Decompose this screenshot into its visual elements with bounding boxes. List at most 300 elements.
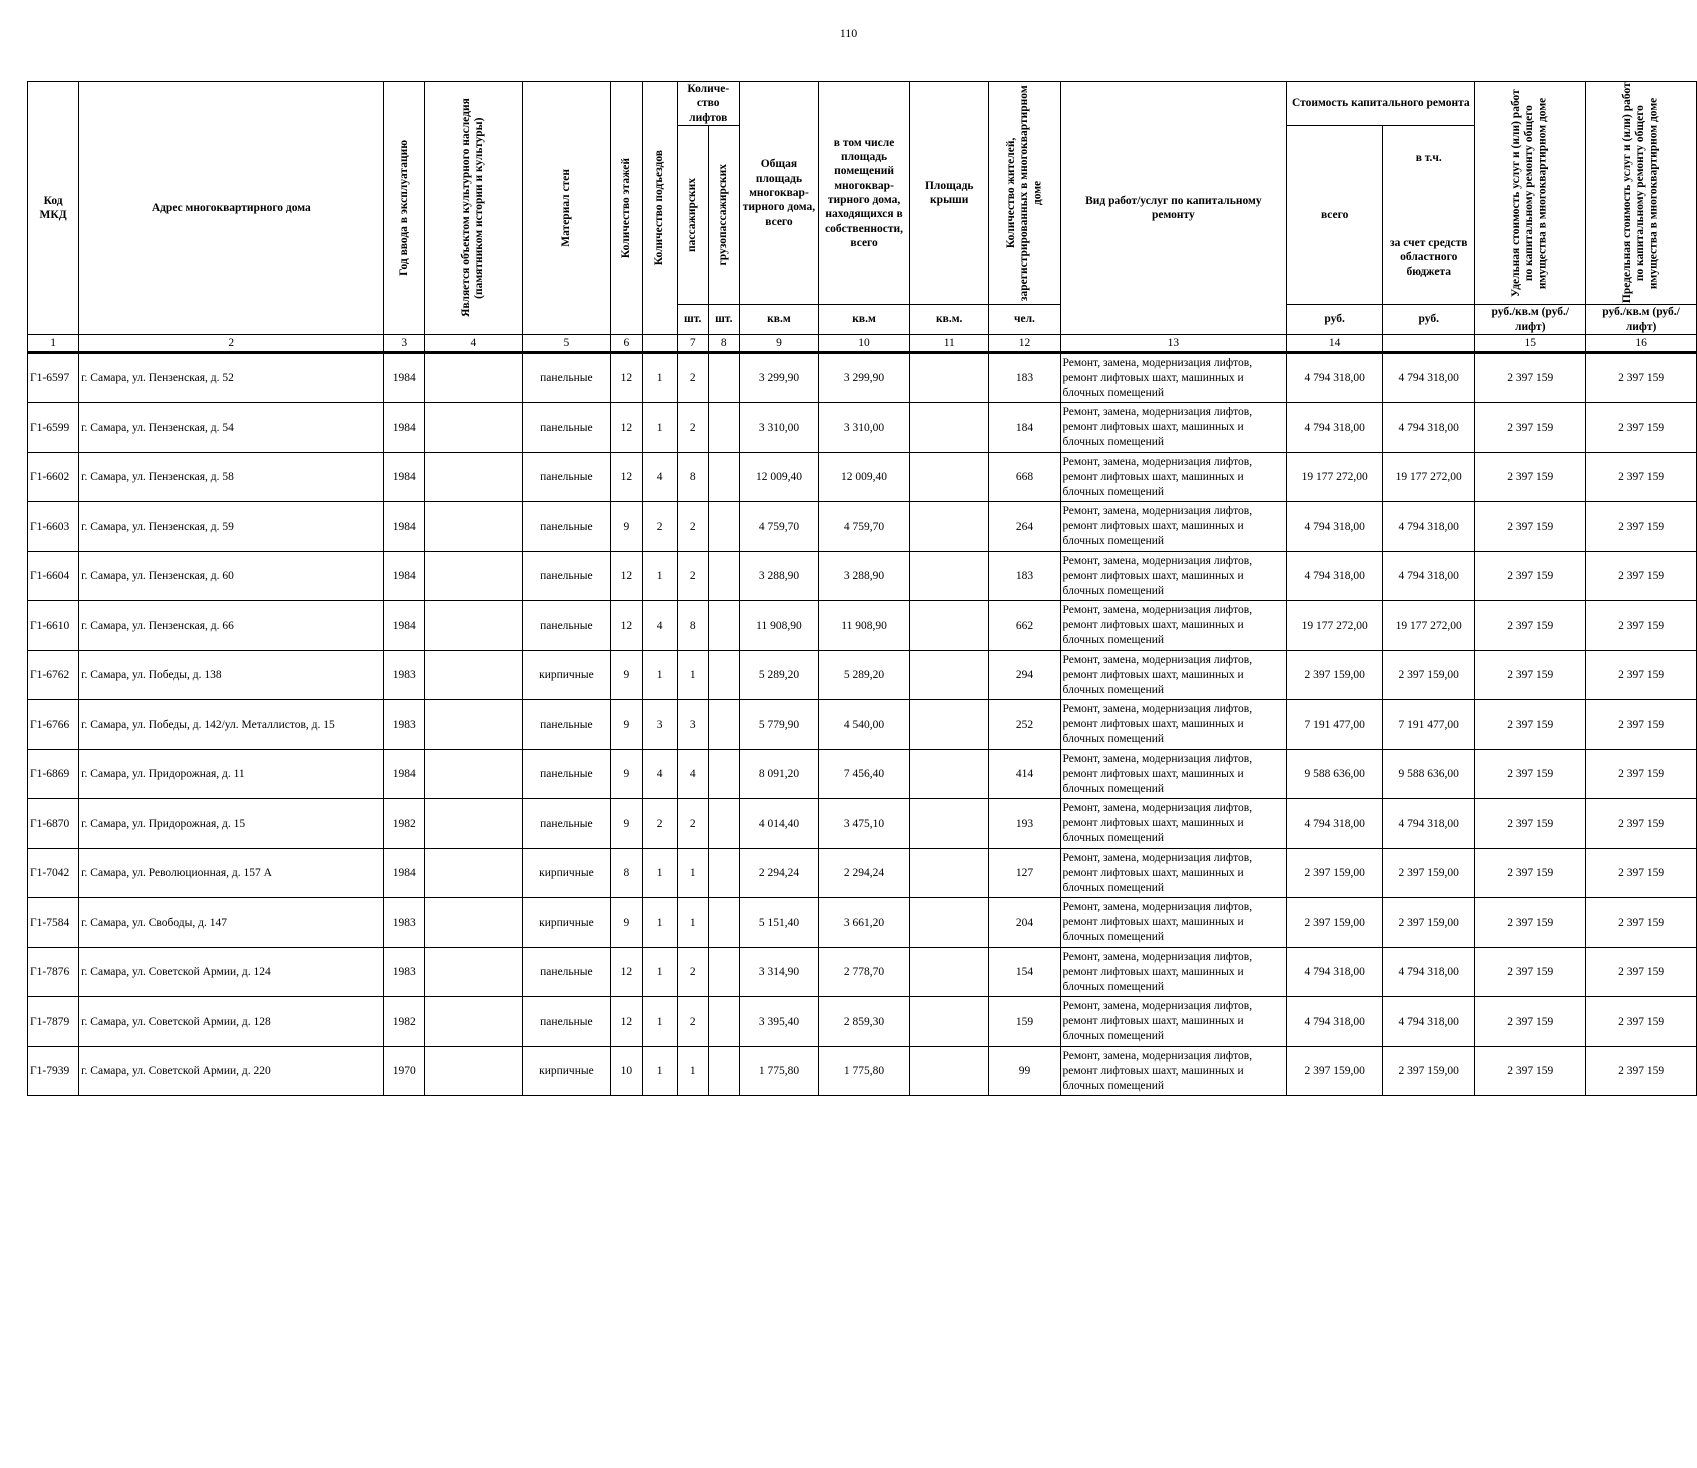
- row-code: Г1-6597: [28, 352, 79, 403]
- row-max-cost: 2 397 159: [1586, 352, 1697, 403]
- row-entrances: 1: [642, 1046, 677, 1096]
- row-heritage: [425, 947, 523, 997]
- row-entrances: 2: [642, 502, 677, 552]
- row-total-area: 5 289,20: [739, 650, 818, 700]
- row-lifts-passenger: 1: [677, 1046, 708, 1096]
- row-total-area: 5 151,40: [739, 898, 818, 948]
- row-cost-regional: 4 794 318,00: [1383, 947, 1475, 997]
- row-year: 1983: [384, 650, 425, 700]
- table-row: [28, 799, 1697, 849]
- unit-owned-area: кв.м: [819, 305, 910, 335]
- column-number: 16: [1586, 334, 1697, 352]
- header-floors: Количество этажей: [611, 82, 642, 335]
- row-residents: 193: [989, 799, 1060, 849]
- row-lifts-passenger: 1: [677, 848, 708, 898]
- row-total-area: 5 779,90: [739, 700, 818, 750]
- row-year: 1984: [384, 502, 425, 552]
- table-row: [28, 898, 1697, 948]
- column-number: [1383, 334, 1475, 352]
- row-owned-area: 11 908,90: [819, 601, 910, 651]
- table-row: [28, 650, 1697, 700]
- row-floors: 9: [611, 700, 642, 750]
- row-entrances: 4: [642, 452, 677, 502]
- row-address: г. Самара, ул. Революционная, д. 157 А: [79, 848, 384, 898]
- row-max-cost: 2 397 159: [1586, 452, 1697, 502]
- header-lifts-freight: грузопассажирских: [708, 126, 739, 305]
- row-unit-cost: 2 397 159: [1475, 700, 1586, 750]
- row-entrances: 4: [642, 749, 677, 799]
- row-work-type: Ремонт, замена, модернизация лифтов, ремонт лифтовых шахт, машинных и блочных помещений: [1060, 403, 1287, 453]
- row-entrances: 1: [642, 352, 677, 403]
- header-lifts: Количе- ство лифтов: [677, 82, 739, 126]
- row-floors: 12: [611, 352, 642, 403]
- row-cost-regional: 4 794 318,00: [1383, 551, 1475, 601]
- row-heritage: [425, 799, 523, 849]
- row-unit-cost: 2 397 159: [1475, 898, 1586, 948]
- row-roof-area: [910, 799, 989, 849]
- column-number-row: [28, 334, 1697, 352]
- row-work-type: Ремонт, замена, модернизация лифтов, ремонт лифтовых шахт, машинных и блочных помещений: [1060, 601, 1287, 651]
- row-cost-total: 19 177 272,00: [1287, 452, 1383, 502]
- row-lifts-freight: [708, 947, 739, 997]
- row-heritage: [425, 502, 523, 552]
- row-lifts-passenger: 2: [677, 352, 708, 403]
- row-year: 1984: [384, 352, 425, 403]
- row-lifts-freight: [708, 352, 739, 403]
- table-row: [28, 997, 1697, 1047]
- row-total-area: 12 009,40: [739, 452, 818, 502]
- row-lifts-passenger: 2: [677, 403, 708, 453]
- row-unit-cost: 2 397 159: [1475, 997, 1586, 1047]
- header-heritage: Является объектом культурного наследия (памятником истории и культуры): [425, 82, 523, 335]
- row-max-cost: 2 397 159: [1586, 601, 1697, 651]
- row-cost-regional: 2 397 159,00: [1383, 1046, 1475, 1096]
- column-number: 4: [425, 334, 523, 352]
- row-lifts-freight: [708, 898, 739, 948]
- row-code: Г1-7584: [28, 898, 79, 948]
- row-address: г. Самара, ул. Придорожная, д. 15: [79, 799, 384, 849]
- row-entrances: 3: [642, 700, 677, 750]
- header-entrances: Количество подъездов: [642, 82, 677, 335]
- row-owned-area: 4 540,00: [819, 700, 910, 750]
- row-code: Г1-6602: [28, 452, 79, 502]
- row-unit-cost: 2 397 159: [1475, 1046, 1586, 1096]
- row-floors: 12: [611, 601, 642, 651]
- row-max-cost: 2 397 159: [1586, 848, 1697, 898]
- row-total-area: 3 314,90: [739, 947, 818, 997]
- row-lifts-freight: [708, 799, 739, 849]
- column-number: 2: [79, 334, 384, 352]
- row-lifts-passenger: 2: [677, 502, 708, 552]
- row-address: г. Самара, ул. Советской Армии, д. 220: [79, 1046, 384, 1096]
- row-work-type: Ремонт, замена, модернизация лифтов, ремонт лифтовых шахт, машинных и блочных помещений: [1060, 502, 1287, 552]
- row-year: 1982: [384, 799, 425, 849]
- header-cost: Стоимость капитального ремонта: [1287, 82, 1475, 126]
- row-floors: 9: [611, 898, 642, 948]
- row-heritage: [425, 650, 523, 700]
- row-unit-cost: 2 397 159: [1475, 502, 1586, 552]
- row-year: 1984: [384, 452, 425, 502]
- row-floors: 9: [611, 799, 642, 849]
- row-owned-area: 4 759,70: [819, 502, 910, 552]
- row-owned-area: 5 289,20: [819, 650, 910, 700]
- row-heritage: [425, 898, 523, 948]
- row-work-type: Ремонт, замена, модернизация лифтов, ремонт лифтовых шахт, машинных и блочных помещений: [1060, 799, 1287, 849]
- unit-lifts-freight: шт.: [708, 305, 739, 335]
- page-number: 110: [839, 26, 858, 40]
- row-cost-total: 2 397 159,00: [1287, 650, 1383, 700]
- row-floors: 8: [611, 848, 642, 898]
- row-max-cost: 2 397 159: [1586, 898, 1697, 948]
- column-number: 14: [1287, 334, 1383, 352]
- column-number: 8: [708, 334, 739, 352]
- row-total-area: 2 294,24: [739, 848, 818, 898]
- unit-cost-regional: руб.: [1383, 305, 1475, 335]
- header-lifts-passenger: пассажирских: [677, 126, 708, 305]
- capital-repair-table: [27, 81, 1697, 1096]
- row-floors: 9: [611, 502, 642, 552]
- table-row: [28, 502, 1697, 552]
- row-address: г. Самара, ул. Пензенская, д. 59: [79, 502, 384, 552]
- row-walls: панельные: [522, 403, 611, 453]
- row-total-area: 3 299,90: [739, 352, 818, 403]
- table-row: [28, 749, 1697, 799]
- row-total-area: 11 908,90: [739, 601, 818, 651]
- row-max-cost: 2 397 159: [1586, 551, 1697, 601]
- row-work-type: Ремонт, замена, модернизация лифтов, ремонт лифтовых шахт, машинных и блочных помещений: [1060, 700, 1287, 750]
- unit-cost-total: руб.: [1287, 305, 1383, 335]
- table-row: [28, 848, 1697, 898]
- row-residents: 99: [989, 1046, 1060, 1096]
- row-walls: панельные: [522, 551, 611, 601]
- row-max-cost: 2 397 159: [1586, 799, 1697, 849]
- table-row: [28, 601, 1697, 651]
- header-total-area: Общая площадь многоквар- тирного дома, всего: [739, 82, 818, 305]
- row-code: Г1-6766: [28, 700, 79, 750]
- row-roof-area: [910, 352, 989, 403]
- row-total-area: 3 310,00: [739, 403, 818, 453]
- row-total-area: 8 091,20: [739, 749, 818, 799]
- row-roof-area: [910, 601, 989, 651]
- row-entrances: 1: [642, 551, 677, 601]
- row-heritage: [425, 1046, 523, 1096]
- row-work-type: Ремонт, замена, модернизация лифтов, ремонт лифтовых шахт, машинных и блочных помещений: [1060, 452, 1287, 502]
- row-year: 1982: [384, 997, 425, 1047]
- row-lifts-passenger: 8: [677, 601, 708, 651]
- column-number: 15: [1475, 334, 1586, 352]
- row-entrances: 1: [642, 947, 677, 997]
- row-code: Г1-7939: [28, 1046, 79, 1096]
- row-code: Г1-6604: [28, 551, 79, 601]
- row-cost-total: 19 177 272,00: [1287, 601, 1383, 651]
- row-lifts-passenger: 2: [677, 799, 708, 849]
- row-lifts-passenger: 1: [677, 650, 708, 700]
- row-roof-area: [910, 749, 989, 799]
- row-walls: панельные: [522, 502, 611, 552]
- row-roof-area: [910, 947, 989, 997]
- row-cost-total: 4 794 318,00: [1287, 403, 1383, 453]
- row-unit-cost: 2 397 159: [1475, 452, 1586, 502]
- row-owned-area: 3 310,00: [819, 403, 910, 453]
- row-max-cost: 2 397 159: [1586, 650, 1697, 700]
- row-cost-total: 2 397 159,00: [1287, 848, 1383, 898]
- column-number: 11: [910, 334, 989, 352]
- row-code: Г1-6870: [28, 799, 79, 849]
- row-unit-cost: 2 397 159: [1475, 403, 1586, 453]
- row-max-cost: 2 397 159: [1586, 749, 1697, 799]
- table-row: [28, 1046, 1697, 1096]
- row-code: Г1-6599: [28, 403, 79, 453]
- row-floors: 12: [611, 452, 642, 502]
- column-number: 13: [1060, 334, 1287, 352]
- row-entrances: 1: [642, 898, 677, 948]
- row-entrances: 1: [642, 848, 677, 898]
- row-year: 1984: [384, 403, 425, 453]
- row-heritage: [425, 700, 523, 750]
- row-code: Г1-6869: [28, 749, 79, 799]
- row-cost-regional: 4 794 318,00: [1383, 352, 1475, 403]
- row-roof-area: [910, 452, 989, 502]
- header-roof-area: Площадь крыши: [910, 82, 989, 305]
- row-roof-area: [910, 403, 989, 453]
- row-cost-total: 9 588 636,00: [1287, 749, 1383, 799]
- row-owned-area: 2 778,70: [819, 947, 910, 997]
- row-cost-regional: 7 191 477,00: [1383, 700, 1475, 750]
- row-cost-regional: 9 588 636,00: [1383, 749, 1475, 799]
- row-entrances: 1: [642, 997, 677, 1047]
- row-walls: панельные: [522, 352, 611, 403]
- row-address: г. Самара, ул. Свободы, д. 147: [79, 898, 384, 948]
- row-work-type: Ремонт, замена, модернизация лифтов, ремонт лифтовых шахт, машинных и блочных помещений: [1060, 352, 1287, 403]
- row-work-type: Ремонт, замена, модернизация лифтов, ремонт лифтовых шахт, машинных и блочных помещений: [1060, 749, 1287, 799]
- row-address: г. Самара, ул. Победы, д. 142/ул. Металлистов, д. 15: [79, 700, 384, 750]
- table-row: [28, 352, 1697, 403]
- row-total-area: 4 014,40: [739, 799, 818, 849]
- row-heritage: [425, 452, 523, 502]
- row-lifts-freight: [708, 403, 739, 453]
- header-max-cost: Предельная стоимость услуг и (или) работ по капитальному ремонту общего имущества в многоквартирном доме: [1586, 82, 1697, 305]
- row-cost-total: 2 397 159,00: [1287, 898, 1383, 948]
- row-lifts-passenger: 2: [677, 551, 708, 601]
- header-code: Код МКД: [28, 82, 79, 335]
- row-lifts-freight: [708, 848, 739, 898]
- row-lifts-freight: [708, 749, 739, 799]
- row-code: Г1-6603: [28, 502, 79, 552]
- row-owned-area: 2 859,30: [819, 997, 910, 1047]
- row-max-cost: 2 397 159: [1586, 403, 1697, 453]
- row-lifts-passenger: 2: [677, 947, 708, 997]
- row-address: г. Самара, ул. Советской Армии, д. 128: [79, 997, 384, 1047]
- row-cost-regional: 4 794 318,00: [1383, 403, 1475, 453]
- row-lifts-freight: [708, 700, 739, 750]
- column-number: 6: [611, 334, 642, 352]
- unit-unit-cost: руб./кв.м (руб./лифт): [1475, 305, 1586, 335]
- row-heritage: [425, 551, 523, 601]
- row-work-type: Ремонт, замена, модернизация лифтов, ремонт лифтовых шахт, машинных и блочных помещений: [1060, 650, 1287, 700]
- row-code: Г1-6762: [28, 650, 79, 700]
- row-floors: 12: [611, 551, 642, 601]
- row-cost-regional: 19 177 272,00: [1383, 601, 1475, 651]
- row-max-cost: 2 397 159: [1586, 947, 1697, 997]
- column-number: 7: [677, 334, 708, 352]
- row-year: 1984: [384, 551, 425, 601]
- row-address: г. Самара, ул. Пензенская, д. 52: [79, 352, 384, 403]
- row-max-cost: 2 397 159: [1586, 1046, 1697, 1096]
- row-residents: 183: [989, 352, 1060, 403]
- row-lifts-passenger: 2: [677, 997, 708, 1047]
- column-number: 5: [522, 334, 611, 352]
- row-residents: 264: [989, 502, 1060, 552]
- row-owned-area: 12 009,40: [819, 452, 910, 502]
- row-cost-regional: 4 794 318,00: [1383, 799, 1475, 849]
- row-year: 1970: [384, 1046, 425, 1096]
- row-heritage: [425, 848, 523, 898]
- header-cost-regional: [1383, 126, 1475, 305]
- row-walls: панельные: [522, 997, 611, 1047]
- row-owned-area: 3 661,20: [819, 898, 910, 948]
- row-cost-regional: 19 177 272,00: [1383, 452, 1475, 502]
- row-cost-regional: 4 794 318,00: [1383, 997, 1475, 1047]
- row-residents: 127: [989, 848, 1060, 898]
- row-address: г. Самара, ул. Придорожная, д. 11: [79, 749, 384, 799]
- row-walls: панельные: [522, 749, 611, 799]
- row-cost-regional: 4 794 318,00: [1383, 502, 1475, 552]
- row-work-type: Ремонт, замена, модернизация лифтов, ремонт лифтовых шахт, машинных и блочных помещений: [1060, 898, 1287, 948]
- row-unit-cost: 2 397 159: [1475, 799, 1586, 849]
- row-cost-total: 4 794 318,00: [1287, 997, 1383, 1047]
- row-lifts-freight: [708, 601, 739, 651]
- row-cost-total: 4 794 318,00: [1287, 502, 1383, 552]
- row-owned-area: 3 299,90: [819, 352, 910, 403]
- row-heritage: [425, 749, 523, 799]
- row-lifts-freight: [708, 650, 739, 700]
- row-walls: кирпичные: [522, 898, 611, 948]
- row-lifts-passenger: 1: [677, 898, 708, 948]
- row-roof-area: [910, 848, 989, 898]
- row-owned-area: 3 475,10: [819, 799, 910, 849]
- table-row: [28, 403, 1697, 453]
- row-heritage: [425, 997, 523, 1047]
- row-residents: 154: [989, 947, 1060, 997]
- row-year: 1984: [384, 848, 425, 898]
- row-code: Г1-6610: [28, 601, 79, 651]
- row-cost-total: 7 191 477,00: [1287, 700, 1383, 750]
- header-walls: Материал стен: [522, 82, 611, 335]
- unit-roof-area: кв.м.: [910, 305, 989, 335]
- row-roof-area: [910, 700, 989, 750]
- header-cost-total: всего: [1287, 126, 1383, 305]
- header-year: Год ввода в эксплуатацию: [384, 82, 425, 335]
- row-total-area: 1 775,80: [739, 1046, 818, 1096]
- row-roof-area: [910, 650, 989, 700]
- row-roof-area: [910, 898, 989, 948]
- row-total-area: 4 759,70: [739, 502, 818, 552]
- row-walls: панельные: [522, 452, 611, 502]
- row-owned-area: 7 456,40: [819, 749, 910, 799]
- row-walls: панельные: [522, 700, 611, 750]
- row-work-type: Ремонт, замена, модернизация лифтов, ремонт лифтовых шахт, машинных и блочных помещений: [1060, 1046, 1287, 1096]
- column-number: 9: [739, 334, 818, 352]
- column-number: 1: [28, 334, 79, 352]
- row-unit-cost: 2 397 159: [1475, 848, 1586, 898]
- column-number: 10: [819, 334, 910, 352]
- row-year: 1983: [384, 898, 425, 948]
- header-owned-area: в том числе площадь помещений многоквар- тирного дома, находящихся в собственности, всего: [819, 82, 910, 305]
- row-year: 1983: [384, 700, 425, 750]
- row-heritage: [425, 403, 523, 453]
- row-year: 1984: [384, 601, 425, 651]
- unit-total-area: кв.м: [739, 305, 818, 335]
- unit-lifts-passenger: шт.: [677, 305, 708, 335]
- row-lifts-passenger: 4: [677, 749, 708, 799]
- row-address: г. Самара, ул. Пензенская, д. 66: [79, 601, 384, 651]
- row-roof-area: [910, 551, 989, 601]
- row-lifts-freight: [708, 997, 739, 1047]
- row-walls: кирпичные: [522, 1046, 611, 1096]
- row-total-area: 3 395,40: [739, 997, 818, 1047]
- header-address: Адрес многоквартирного дома: [79, 82, 384, 335]
- row-entrances: 4: [642, 601, 677, 651]
- row-residents: 204: [989, 898, 1060, 948]
- row-roof-area: [910, 997, 989, 1047]
- table-header: [28, 82, 1697, 353]
- row-code: Г1-7042: [28, 848, 79, 898]
- row-floors: 9: [611, 749, 642, 799]
- row-cost-total: 4 794 318,00: [1287, 551, 1383, 601]
- row-walls: панельные: [522, 799, 611, 849]
- row-code: Г1-7876: [28, 947, 79, 997]
- table-row: [28, 551, 1697, 601]
- row-cost-total: 2 397 159,00: [1287, 1046, 1383, 1096]
- row-work-type: Ремонт, замена, модернизация лифтов, ремонт лифтовых шахт, машинных и блочных помещений: [1060, 848, 1287, 898]
- row-residents: 414: [989, 749, 1060, 799]
- row-address: г. Самара, ул. Пензенская, д. 58: [79, 452, 384, 502]
- row-max-cost: 2 397 159: [1586, 700, 1697, 750]
- row-floors: 12: [611, 403, 642, 453]
- row-walls: кирпичные: [522, 848, 611, 898]
- row-residents: 662: [989, 601, 1060, 651]
- row-cost-regional: 2 397 159,00: [1383, 898, 1475, 948]
- row-unit-cost: 2 397 159: [1475, 650, 1586, 700]
- table-row: [28, 452, 1697, 502]
- row-lifts-passenger: 8: [677, 452, 708, 502]
- row-max-cost: 2 397 159: [1586, 997, 1697, 1047]
- row-year: 1984: [384, 749, 425, 799]
- row-lifts-freight: [708, 551, 739, 601]
- row-residents: 668: [989, 452, 1060, 502]
- row-owned-area: 2 294,24: [819, 848, 910, 898]
- row-cost-regional: 2 397 159,00: [1383, 848, 1475, 898]
- row-total-area: 3 288,90: [739, 551, 818, 601]
- row-lifts-freight: [708, 452, 739, 502]
- header-unit-cost: Удельная стоимость услуг и (или) работ по капитальному ремонту общего имущества в многоквартирном доме: [1475, 82, 1586, 305]
- table-row: [28, 700, 1697, 750]
- row-work-type: Ремонт, замена, модернизация лифтов, ремонт лифтовых шахт, машинных и блочных помещений: [1060, 997, 1287, 1047]
- row-residents: 183: [989, 551, 1060, 601]
- row-heritage: [425, 601, 523, 651]
- row-cost-total: 4 794 318,00: [1287, 799, 1383, 849]
- row-lifts-freight: [708, 1046, 739, 1096]
- row-walls: кирпичные: [522, 650, 611, 700]
- row-residents: 159: [989, 997, 1060, 1047]
- column-number: 3: [384, 334, 425, 352]
- table-row: [28, 947, 1697, 997]
- row-residents: 294: [989, 650, 1060, 700]
- row-unit-cost: 2 397 159: [1475, 551, 1586, 601]
- row-work-type: Ремонт, замена, модернизация лифтов, ремонт лифтовых шахт, машинных и блочных помещений: [1060, 551, 1287, 601]
- row-address: г. Самара, ул. Пензенская, д. 60: [79, 551, 384, 601]
- row-address: г. Самара, ул. Пензенская, д. 54: [79, 403, 384, 453]
